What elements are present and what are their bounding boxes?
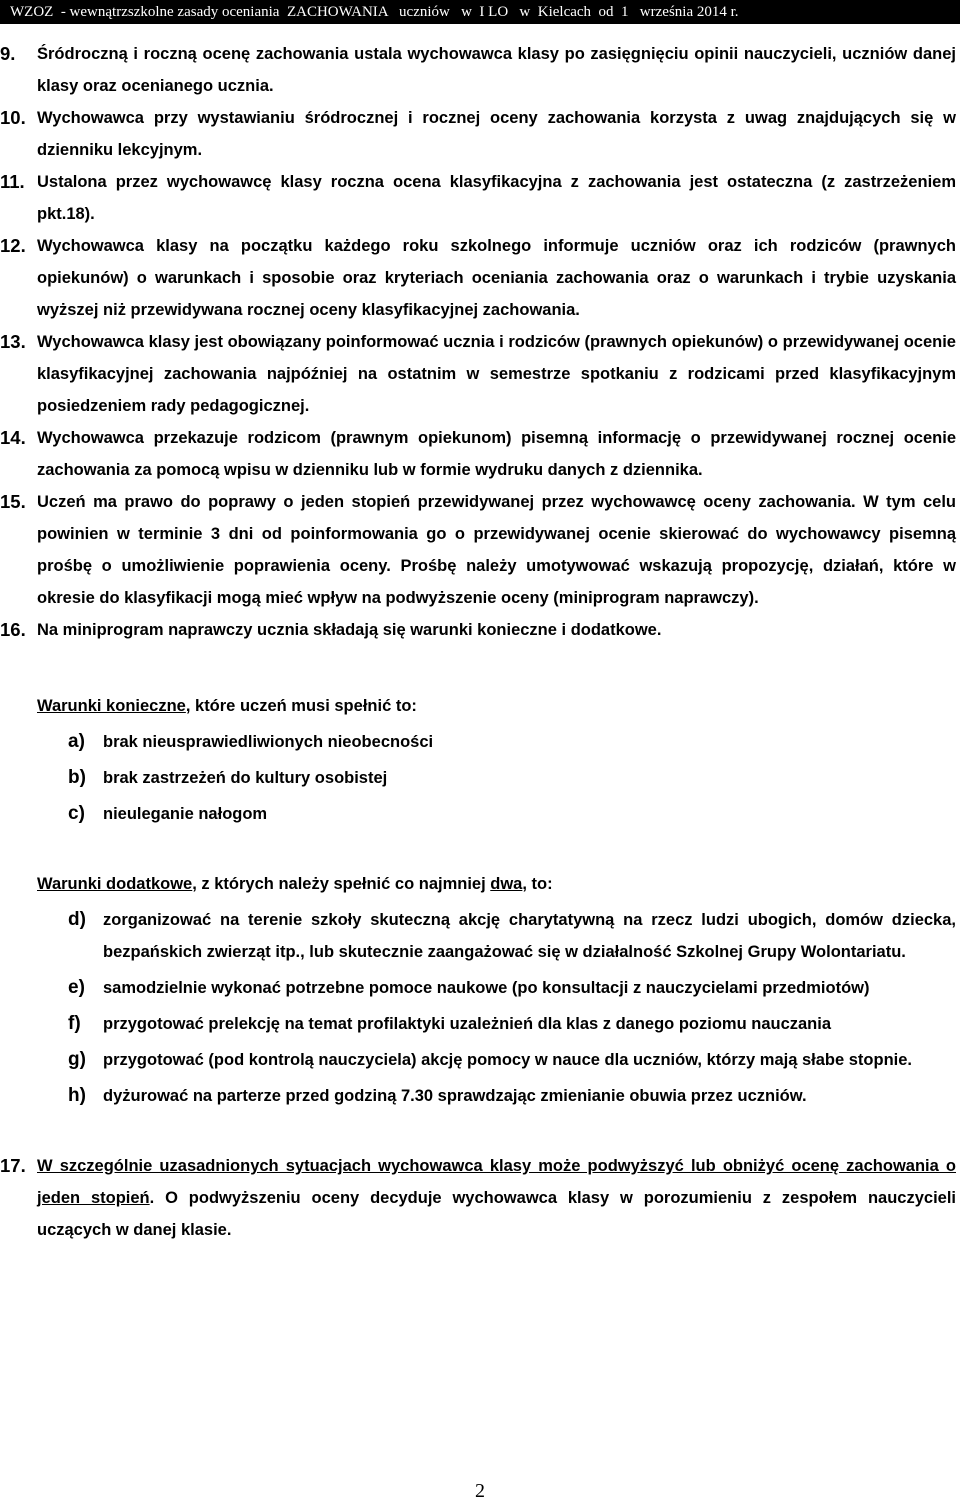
list-item-16 bbox=[0, 614, 960, 646]
item-number: 15. bbox=[0, 491, 26, 512]
condition-b bbox=[0, 762, 960, 794]
list-item-17 bbox=[0, 1150, 960, 1246]
item-number: 11. bbox=[0, 171, 25, 192]
required-heading-underlined: Warunki konieczne bbox=[37, 697, 186, 715]
list-item-11 bbox=[0, 166, 960, 230]
condition-text: nieuleganie nałogom bbox=[103, 805, 268, 823]
item-number: 14. bbox=[0, 427, 26, 448]
condition-text: brak nieusprawiedliwionych nieobecności bbox=[103, 733, 434, 751]
condition-letter: b) bbox=[68, 767, 86, 788]
item17-rest: . O podwyższeniu oceny decyduje wychowawca klasy w porozumieniu z zespołem nauczycieli uczących w danej klasie. bbox=[37, 1189, 956, 1239]
item-number: 10. bbox=[0, 107, 26, 128]
list-item-9 bbox=[0, 38, 960, 102]
condition-text: dyżurować na parterze przed godziną 7.30 sprawdzając zmienianie obuwia przez uczniów. bbox=[103, 1087, 807, 1105]
item-text: Na miniprogram naprawczy ucznia składają się warunki konieczne i dodatkowe. bbox=[37, 621, 662, 639]
item-text: Ustalona przez wychowawcę klasy roczna ocena klasyfikacyjna z zachowania jest ostateczna (z zastrzeżeniem pkt.18). bbox=[37, 173, 956, 223]
additional-heading-underlined: Warunki dodatkowe bbox=[37, 875, 193, 893]
document-header: WZOZ - wewnątrzszkolne zasady oceniania ZACHOWANIA uczniów w I LO w Kielcach od 1 września 2014 r. bbox=[0, 0, 960, 24]
condition-text: przygotować (pod kontrolą nauczyciela) akcję pomocy w nauce dla uczniów, którzy mają słabe stopnie. bbox=[103, 1051, 913, 1069]
condition-c bbox=[0, 798, 960, 830]
additional-conditions-heading bbox=[0, 868, 960, 900]
condition-text: brak zastrzeżeń do kultury osobistej bbox=[103, 769, 388, 787]
list-item-13 bbox=[0, 326, 960, 422]
item-number: 17. bbox=[0, 1155, 26, 1176]
item-number: 13. bbox=[0, 331, 26, 352]
condition-letter: f) bbox=[68, 1013, 81, 1034]
page-number: 2 bbox=[475, 1480, 485, 1502]
condition-letter: e) bbox=[68, 977, 85, 998]
condition-d bbox=[0, 904, 960, 968]
additional-heading-underlined-2: dwa bbox=[490, 875, 523, 893]
required-conditions-heading bbox=[0, 690, 960, 722]
condition-letter: d) bbox=[68, 909, 86, 930]
item-number: 12. bbox=[0, 235, 26, 256]
condition-letter: g) bbox=[68, 1049, 86, 1070]
item-text: Wychowawca przy wystawianiu śródrocznej i rocznej oceny zachowania korzysta z uwag znajdujących się w dzienniku lekcyjnym. bbox=[37, 109, 956, 159]
document-body bbox=[0, 38, 960, 1246]
required-heading-rest: , które uczeń musi spełnić to: bbox=[185, 697, 417, 715]
list-item-10 bbox=[0, 102, 960, 166]
item-text bbox=[37, 1150, 956, 1246]
condition-letter: a) bbox=[68, 731, 85, 752]
condition-text: samodzielnie wykonać potrzebne pomoce naukowe (po konsultacji z nauczycielami przedmiotów) bbox=[103, 979, 870, 997]
condition-f bbox=[0, 1008, 960, 1040]
condition-text: przygotować prelekcję na temat profilaktyki uzależnień dla klas z danego poziomu nauczania bbox=[103, 1015, 832, 1033]
additional-heading-end: , to: bbox=[522, 875, 553, 893]
condition-letter: c) bbox=[68, 803, 85, 824]
condition-g bbox=[0, 1044, 960, 1076]
item-text: Wychowawca przekazuje rodzicom (prawnym opiekunom) pisemną informację o przewidywanej rocznej ocenie zachowania za pomocą wpisu w dzienniku lub w formie wydruku danych z dziennika. bbox=[37, 429, 956, 479]
item-text: Wychowawca klasy jest obowiązany poinformować ucznia i rodziców (prawnych opiekunów) o przewidywanej ocenie klasyfikacyjnej zachowania najpóźniej na ostatnim w semestrze spotkaniu z rodzicami przed klasyfikacyjnym posiedzeniem rady pedagogicznej. bbox=[37, 333, 956, 415]
item-number: 9. bbox=[0, 43, 16, 64]
list-item-15 bbox=[0, 486, 960, 614]
item-number: 16. bbox=[0, 619, 26, 640]
item17-underlined: W szczególnie uzasadnionych sytuacjach wychowawca klasy może podwyższyć lub obniżyć ocenę zachowania o jeden stopień bbox=[37, 1157, 956, 1207]
list-item-12 bbox=[0, 230, 960, 326]
condition-h bbox=[0, 1080, 960, 1112]
condition-a bbox=[0, 726, 960, 758]
list-item-14 bbox=[0, 422, 960, 486]
additional-heading-mid: , z których należy spełnić co najmniej bbox=[192, 875, 491, 893]
item-text: Śródroczną i roczną ocenę zachowania ustala wychowawca klasy po zasięgnięciu opinii nauczycieli, uczniów danej klasy oraz ocenianego ucznia. bbox=[37, 45, 956, 95]
item-text: Wychowawca klasy na początku każdego roku szkolnego informuje uczniów oraz ich rodziców (prawnych opiekunów) o warunkach i sposobie oraz kryteriach oceniania zachowania oraz o warunkach i trybie uzyskania wyższej niż przewidywana rocznej oceny klasyfikacyjnej zachowania. bbox=[37, 237, 956, 319]
condition-text: zorganizować na terenie szkoły skuteczną akcję charytatywną na rzecz ludzi ubogich, domów dziecka, bezpańskich zwierząt itp., lub skutecznie zaangażować się w działalność Szkolnej Grupy Wolontariatu. bbox=[103, 911, 956, 961]
item-text: Uczeń ma prawo do poprawy o jeden stopień przewidywanej przez wychowawcę oceny zachowania. W tym celu powinien w terminie 3 dni od poinformowania go o przewidywanej ocenie skierować do wychowawcy pisemną prośbę o umożliwienie poprawienia oceny. Prośbę należy umotywować wskazują propozycję, działań, które w okresie do klasyfikacji mogą mieć wpływ na podwyższenie oceny (miniprogram naprawczy). bbox=[37, 493, 956, 607]
condition-letter: h) bbox=[68, 1085, 86, 1106]
condition-e bbox=[0, 972, 960, 1004]
